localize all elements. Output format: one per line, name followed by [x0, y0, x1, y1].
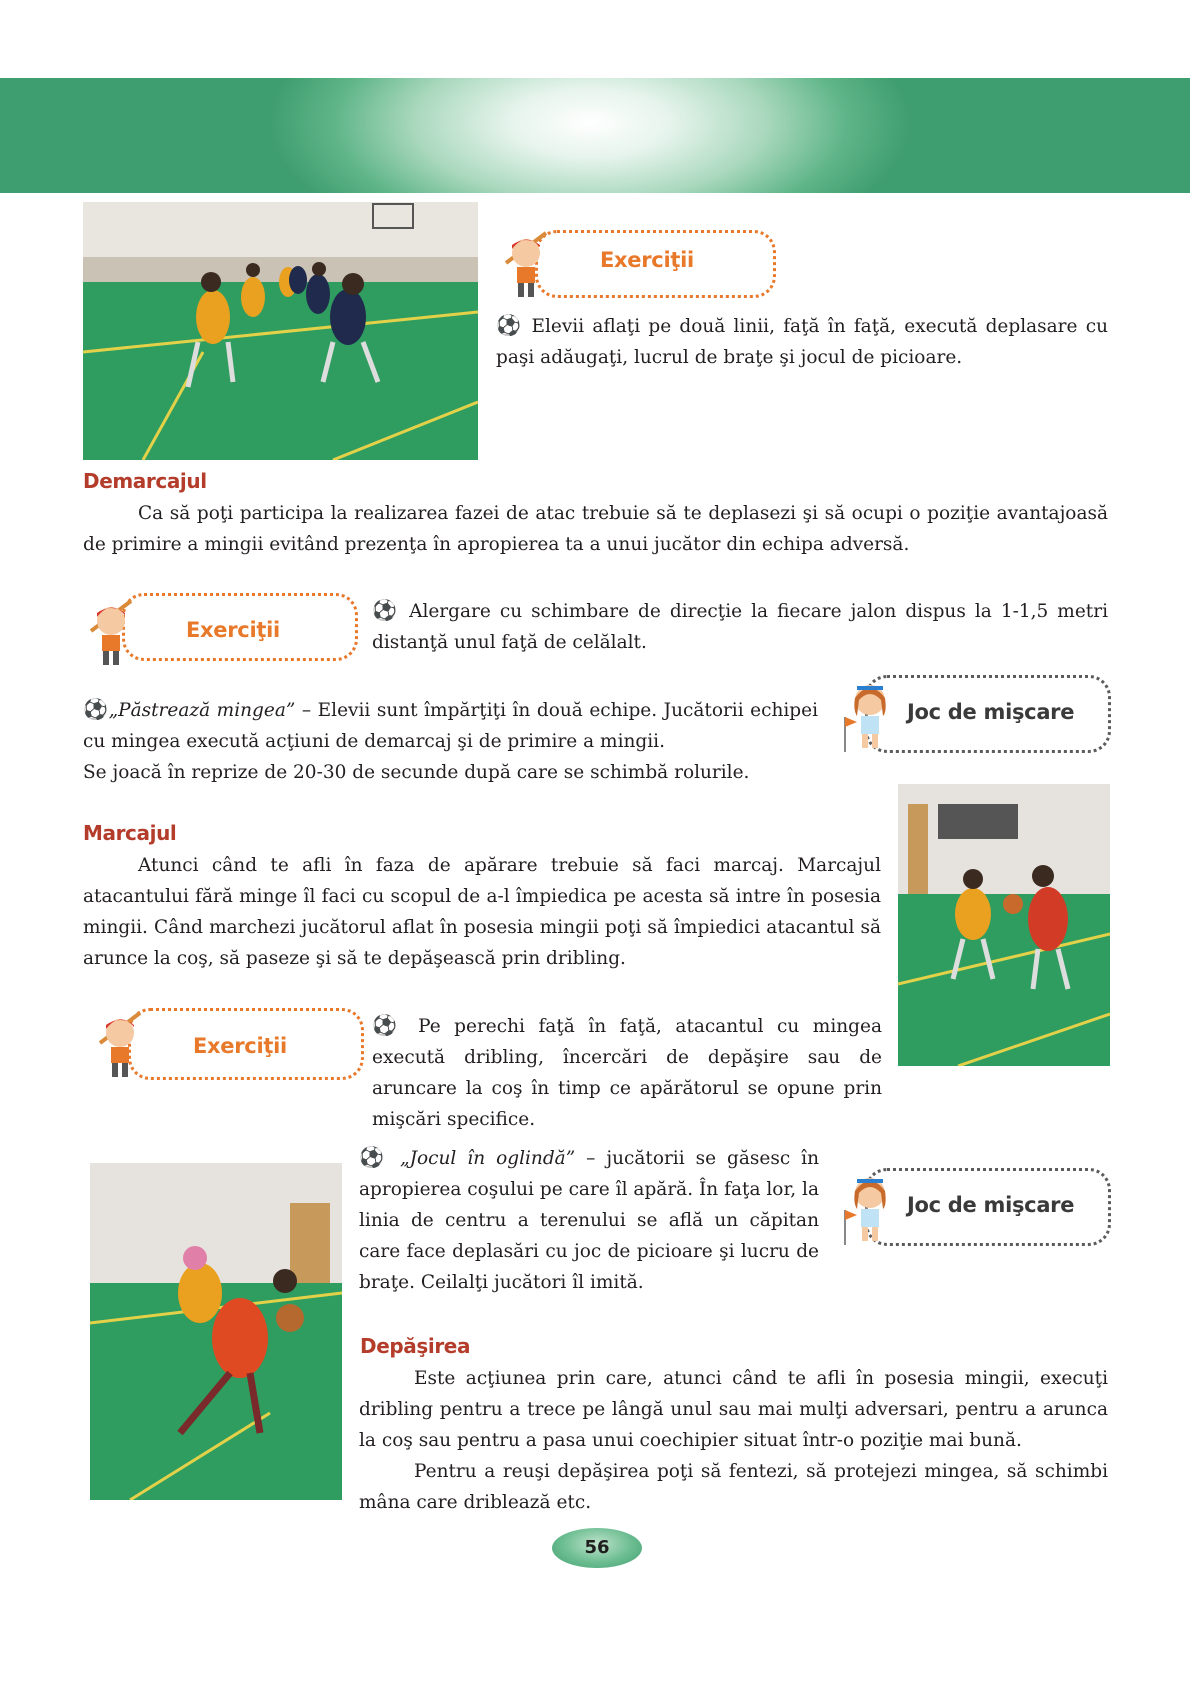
game-label-2: Joc de mişcare: [907, 1193, 1075, 1217]
exercise-label-2: Exerciţii: [186, 618, 280, 642]
paragraph-depasirea: Este acţiunea prin care, atunci când te afli în posesia mingii, execuţi dribling pentru a trece pe lângă unul sau mai mulţi adversari, pentru a arunca la coş sau pentru a pasa unui coechipier situat într-o poziţie mai bună. Pentru a reuşi depăşirea poţi să fentezi, să protejezi mingea, să schimbi mâna care driblează etc.: [359, 1368, 1108, 1513]
paragraph-demarcajul: Ca să poţi participa la realizarea fazei de atac trebuie să te deplasezi şi să ocupi o poziţie avantajoasă de primire a mingii evitând prezenţa în apropierea ta a unui jucător din echipa adversă.: [83, 503, 1108, 555]
heading-demarcajul: Demarcajul: [83, 469, 207, 493]
girl-with-flag-icon: [835, 672, 900, 754]
boy-with-bat-icon: [92, 1005, 152, 1080]
soccer-ball-icon: ⚽: [83, 697, 109, 721]
exercise-text-3: ⚽ Pe perechi faţă în faţă, atacantul cu mingea execută dribling, încercări de depăşire sau de aruncare la coş în timp ce apărătorul se opune prin mişcări specifice.: [372, 1013, 882, 1130]
header-banner: [0, 78, 1190, 193]
heading-depasirea: Depăşirea: [360, 1334, 471, 1358]
game-text-2: ⚽ „Jocul în oglindă” – jucătorii se găsesc în apropierea coşului pe care îl apără. În faţa lor, la linia de centru a terenului se află un căpitan care face deplasări cu joc de picioare şi lucru de braţe. Ceilalţi jucători îl imită.: [359, 1145, 820, 1293]
soccer-ball-icon: ⚽: [359, 1145, 389, 1169]
exercise-label-1: Exerciţii: [600, 248, 694, 272]
game-label-1: Joc de mişcare: [907, 700, 1075, 724]
game-text-1: ⚽„Păstrează mingea” – Elevii sunt împărţiţi în două echipe. Jucătorii echipei cu mingea execută acţiuni de demarcaj şi de primire a mingii. Se joacă în reprize de 20-30 de secunde după care se schimbă rolurile.: [83, 697, 819, 783]
soccer-ball-icon: ⚽: [372, 1013, 405, 1037]
photo-dribbling: [90, 1163, 342, 1500]
exercise-label-3: Exerciţii: [193, 1034, 287, 1058]
exercise-text-1: ⚽ Elevii aflaţi pe două linii, faţă în faţă, execută deplasare cu paşi adăugaţi, lucrul de braţe şi jocul de picioare.: [496, 313, 1108, 368]
soccer-ball-icon: ⚽: [496, 313, 524, 337]
photo-marking-drill: [898, 784, 1110, 1066]
girl-with-flag-icon: [835, 1165, 900, 1247]
photo-defensive-drill: [83, 202, 478, 460]
boy-with-bat-icon: [498, 225, 558, 300]
exercise-text-2: ⚽ Alergare cu schimbare de direcţie la fiecare jalon dispus la 1-1,5 metri distanţă unul faţă de celălalt.: [372, 598, 1108, 653]
soccer-ball-icon: ⚽: [372, 598, 401, 622]
page-number: 56: [552, 1528, 642, 1568]
heading-marcajul: Marcajul: [83, 821, 177, 845]
paragraph-marcajul: Atunci când te afli în faza de apărare trebuie să faci marcaj. Marcajul atacantului fără minge îl faci cu scopul de a-l împiedica pe acesta să intre în posesia mingii. Când marchezi jucătorul aflat în posesia mingii poţi să împiedici atacantul să arunce la coş, să paseze şi să te depăşească prin dribling.: [83, 855, 881, 969]
boy-with-bat-icon: [83, 593, 143, 668]
